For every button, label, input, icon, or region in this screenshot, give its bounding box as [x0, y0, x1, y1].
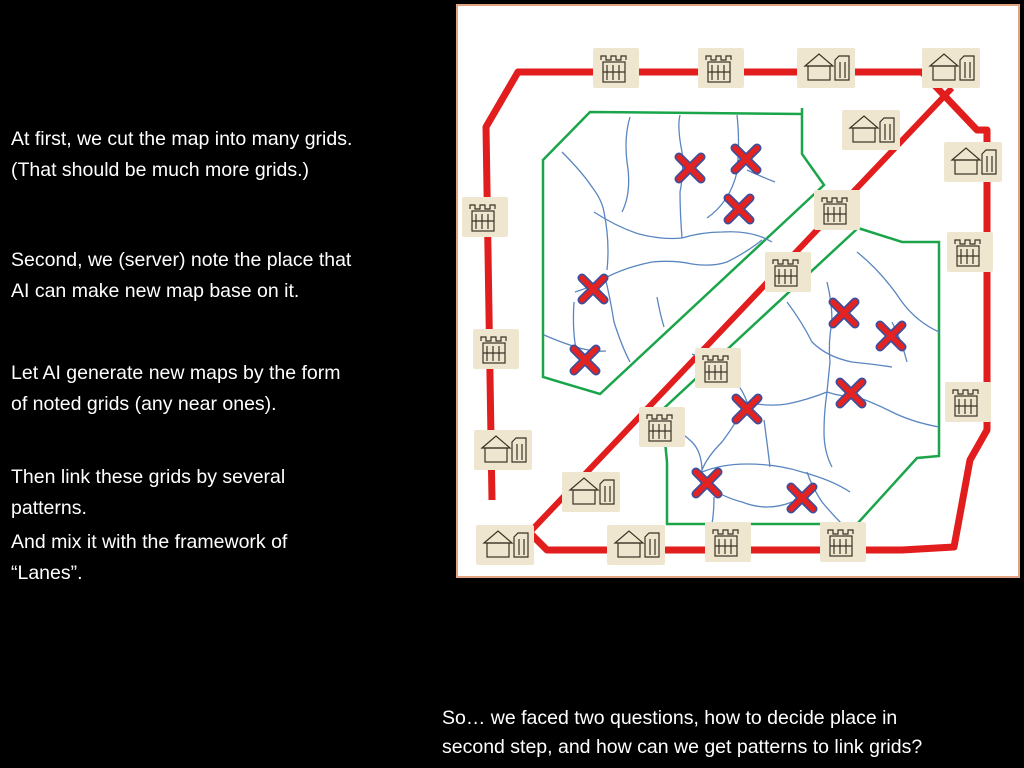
x-mark-icon	[728, 198, 750, 220]
road	[562, 152, 608, 270]
road	[857, 252, 939, 332]
step-3-text: Let AI generate new maps by the form of noted grids (any near ones).	[11, 362, 341, 415]
region-upper-left	[543, 108, 824, 394]
house-building-icon	[797, 48, 855, 88]
road	[764, 420, 770, 467]
tower-building-icon	[593, 48, 639, 88]
lane-paths	[486, 72, 987, 550]
map-svg	[458, 6, 1018, 576]
x-mark-icon	[574, 349, 596, 371]
road	[682, 232, 772, 242]
tower-building-icon	[462, 197, 508, 237]
step-1-text: At first, we cut the map into many grids. (That should be much more grids.)	[11, 128, 353, 181]
house-building-icon	[474, 430, 532, 470]
house-building-icon	[476, 525, 534, 565]
road	[622, 117, 630, 212]
tower-building-icon	[814, 190, 860, 230]
step-2-text: Second, we (server) note the place that AI can make new map base on it.	[11, 249, 352, 302]
x-mark-icon	[833, 302, 855, 324]
x-mark-icon	[791, 487, 813, 509]
step-4-text: Then link these grids by several patterns.	[11, 466, 286, 519]
tower-building-icon	[705, 522, 751, 562]
tower-building-icon	[695, 348, 741, 388]
tower-building-icon	[639, 407, 685, 447]
tower-building-icon	[765, 252, 811, 292]
footer-questions: So… we faced two questions, how to decide place in second step, and how can we get patterns to link grids?	[442, 707, 923, 758]
step-5-text: And mix it with the framework of “Lanes”.	[11, 531, 288, 584]
road	[702, 464, 850, 492]
map-diagram	[456, 4, 1020, 578]
house-building-icon	[922, 48, 980, 88]
tower-building-icon	[820, 522, 866, 562]
x-mark-icon	[840, 382, 862, 404]
house-building-icon	[944, 142, 1002, 182]
road	[824, 362, 832, 467]
tower-building-icon	[947, 232, 993, 272]
grid-regions	[543, 108, 939, 524]
tower-building-icon	[945, 382, 991, 422]
road-network	[544, 115, 939, 524]
x-mark-icon	[696, 472, 718, 494]
road	[712, 497, 714, 524]
house-building-icon	[842, 110, 900, 150]
road	[657, 297, 664, 327]
tower-building-icon	[698, 48, 744, 88]
road	[605, 277, 630, 362]
house-building-icon	[562, 472, 620, 512]
tower-building-icon	[473, 329, 519, 369]
house-building-icon	[607, 525, 665, 565]
